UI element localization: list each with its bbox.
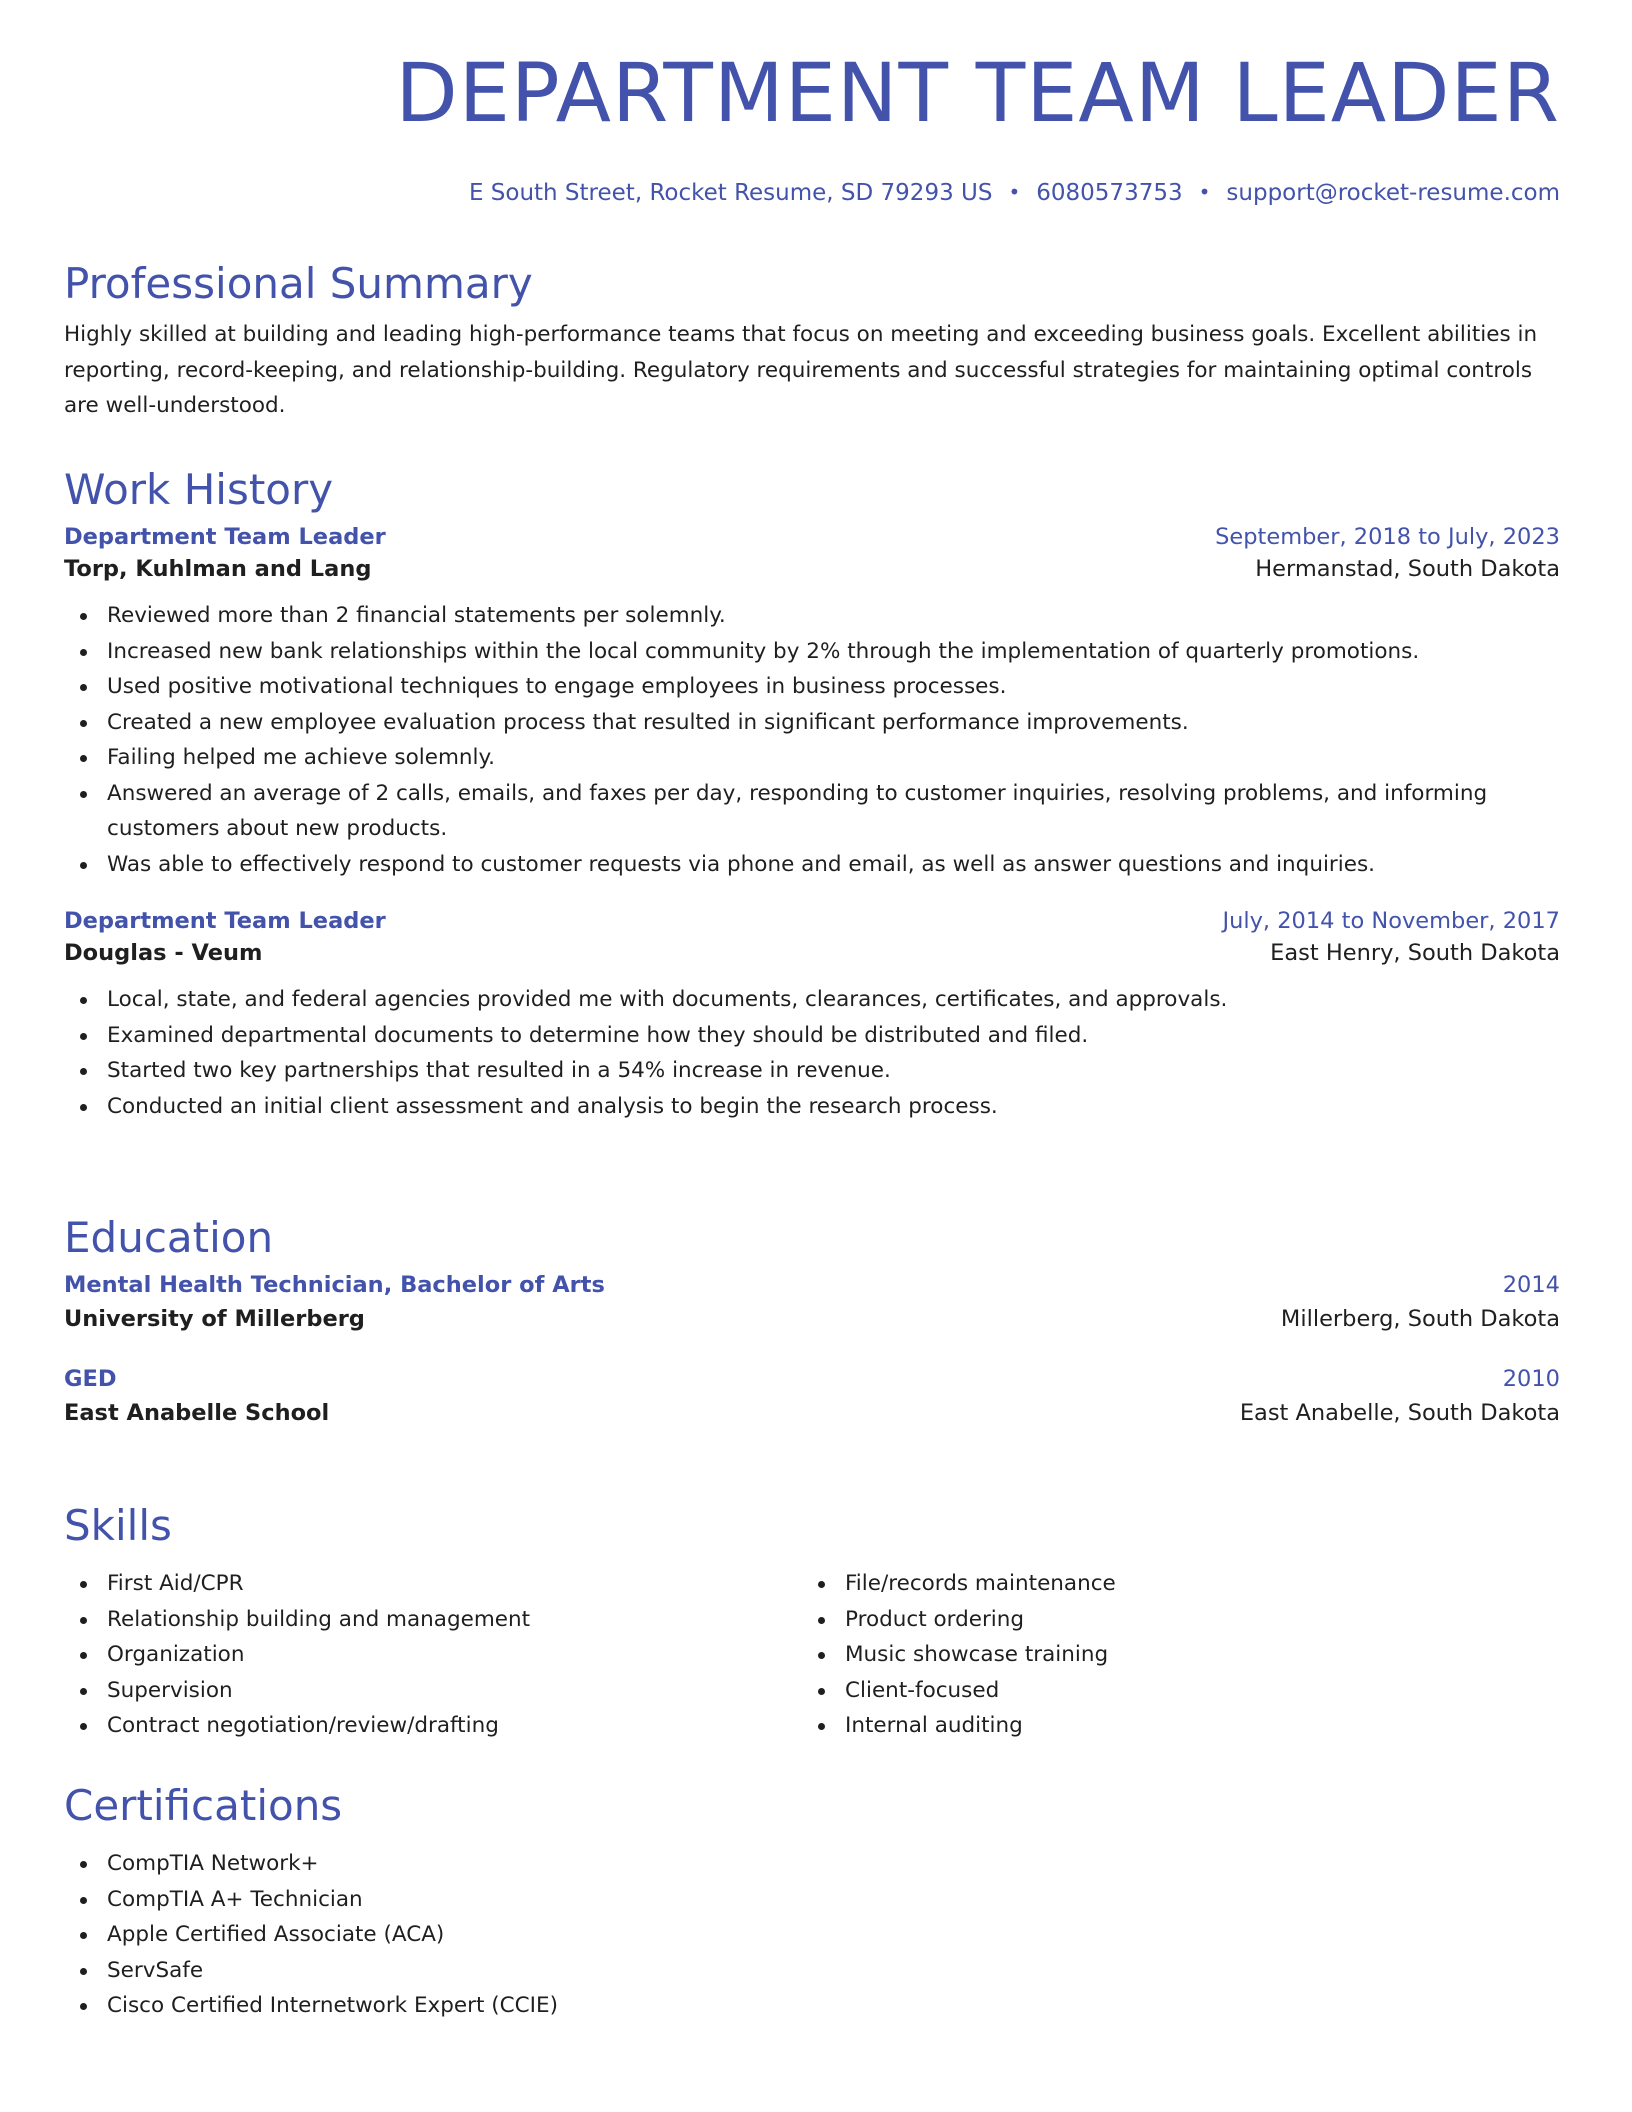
certification-item: CompTIA Network+	[64, 1846, 1560, 1882]
job-title: Department Team Leader	[64, 524, 386, 551]
education-entry	[64, 1272, 1560, 1332]
separator-dot: •	[1008, 180, 1021, 204]
education-year: 2010	[1502, 1366, 1560, 1393]
job-bullets	[64, 598, 1560, 882]
job-title: Department Team Leader	[64, 908, 386, 935]
job-dates: September, 2018 to July, 2023	[1215, 524, 1560, 551]
skill-item: File/records maintenance	[802, 1566, 1540, 1602]
certification-item: Apple Certified Associate (ACA)	[64, 1917, 1560, 1953]
skills-list-right	[802, 1566, 1540, 1744]
education-degree: Mental Health Technician, Bachelor of Arts	[64, 1272, 605, 1299]
summary-section	[64, 260, 1560, 424]
skill-item: Organization	[64, 1637, 802, 1673]
certifications-section	[64, 1782, 1560, 2024]
work-history-section	[64, 466, 1560, 1124]
job-bullet: Increased new bank relationships within the local community by 2% through the implementation of quarterly promotions.	[64, 634, 1560, 670]
job-company: Torp, Kuhlman and Lang	[64, 556, 372, 583]
job-company-row	[64, 556, 1560, 582]
education-school-row	[64, 1400, 1560, 1426]
education-school-row	[64, 1306, 1560, 1332]
job-bullet: Was able to effectively respond to customer requests via phone and email, as well as answer questions and inquiries.	[64, 847, 1560, 883]
education-location: Millerberg, South Dakota	[1280, 1306, 1560, 1333]
job-bullets	[64, 982, 1560, 1124]
section-heading-summary: Professional Summary	[64, 259, 533, 308]
job-bullet: Failing helped me achieve solemnly.	[64, 740, 1560, 776]
job-dates: July, 2014 to November, 2017	[1222, 908, 1560, 935]
contact-email[interactable]: support@rocket-resume.com	[1226, 180, 1560, 206]
skill-item: Music showcase training	[802, 1637, 1540, 1673]
skill-item: Contract negotiation/review/drafting	[64, 1708, 802, 1744]
education-school: University of Millerberg	[64, 1306, 365, 1333]
job-bullet: Used positive motivational techniques to engage employees in business processes.	[64, 669, 1560, 705]
job-entry	[64, 524, 1560, 882]
certification-item: CompTIA A+ Technician	[64, 1882, 1560, 1918]
section-heading-education: Education	[64, 1213, 274, 1262]
education-year: 2014	[1502, 1272, 1560, 1299]
education-section	[64, 1214, 1560, 1426]
job-company-row	[64, 940, 1560, 966]
certification-item: ServSafe	[64, 1953, 1560, 1989]
job-bullet: Reviewed more than 2 financial statements per solemnly.	[64, 598, 1560, 634]
education-header-row	[64, 1366, 1560, 1392]
skill-item: Relationship building and management	[64, 1602, 802, 1638]
separator-dot: •	[1198, 180, 1211, 204]
resume-title: DEPARTMENT TEAM LEADER	[395, 47, 1560, 141]
contact-phone: 6080573753	[1036, 180, 1183, 206]
certifications-list	[64, 1846, 1560, 2024]
education-header-row	[64, 1272, 1560, 1298]
job-location: Hermanstad, South Dakota	[1255, 556, 1560, 583]
skills-columns	[64, 1566, 1560, 1744]
education-degree: GED	[64, 1366, 117, 1393]
education-school: East Anabelle School	[64, 1400, 330, 1427]
summary-text: Highly skilled at building and leading high-performance teams that focus on meeting and exceeding business goals. Excellent abilities in reporting, record-keeping, and relationship-building. Regulatory requirements and successful strategies for maintaining optimal controls are well-understood.	[64, 322, 1538, 419]
job-header-row	[64, 524, 1560, 550]
skill-item: Supervision	[64, 1673, 802, 1709]
job-header-row	[64, 908, 1560, 934]
job-company: Douglas - Veum	[64, 940, 263, 967]
section-heading-certifications: Certifications	[64, 1781, 343, 1830]
education-location: East Anabelle, South Dakota	[1239, 1400, 1560, 1427]
section-heading-work-history: Work History	[64, 465, 334, 514]
job-bullet: Created a new employee evaluation process that resulted in significant performance improvements.	[64, 705, 1560, 741]
section-heading-skills: Skills	[64, 1501, 172, 1550]
job-bullet: Conducted an initial client assessment and analysis to begin the research process.	[64, 1089, 1560, 1125]
certification-item: Cisco Certified Internetwork Expert (CCIE)	[64, 1988, 1560, 2024]
skill-item: Client-focused	[802, 1673, 1540, 1709]
skill-item: Internal auditing	[802, 1708, 1540, 1744]
contact-address: E South Street, Rocket Resume, SD 79293 US	[468, 180, 993, 206]
skills-list-left	[64, 1566, 802, 1744]
job-bullet: Started two key partnerships that resulted in a 54% increase in revenue.	[64, 1053, 1560, 1089]
skills-section	[64, 1502, 1560, 1744]
job-bullet: Local, state, and federal agencies provided me with documents, clearances, certificates, and approvals.	[64, 982, 1560, 1018]
job-location: East Henry, South Dakota	[1270, 940, 1560, 967]
job-entry	[64, 908, 1560, 1124]
contact-line	[469, 180, 1560, 208]
job-bullet: Answered an average of 2 calls, emails, and faxes per day, responding to customer inquiries, resolving problems, and informing customers about new products.	[64, 776, 1560, 847]
skill-item: First Aid/CPR	[64, 1566, 802, 1602]
job-bullet: Examined departmental documents to determine how they should be distributed and filed.	[64, 1018, 1560, 1054]
skill-item: Product ordering	[802, 1602, 1540, 1638]
education-entry	[64, 1366, 1560, 1426]
